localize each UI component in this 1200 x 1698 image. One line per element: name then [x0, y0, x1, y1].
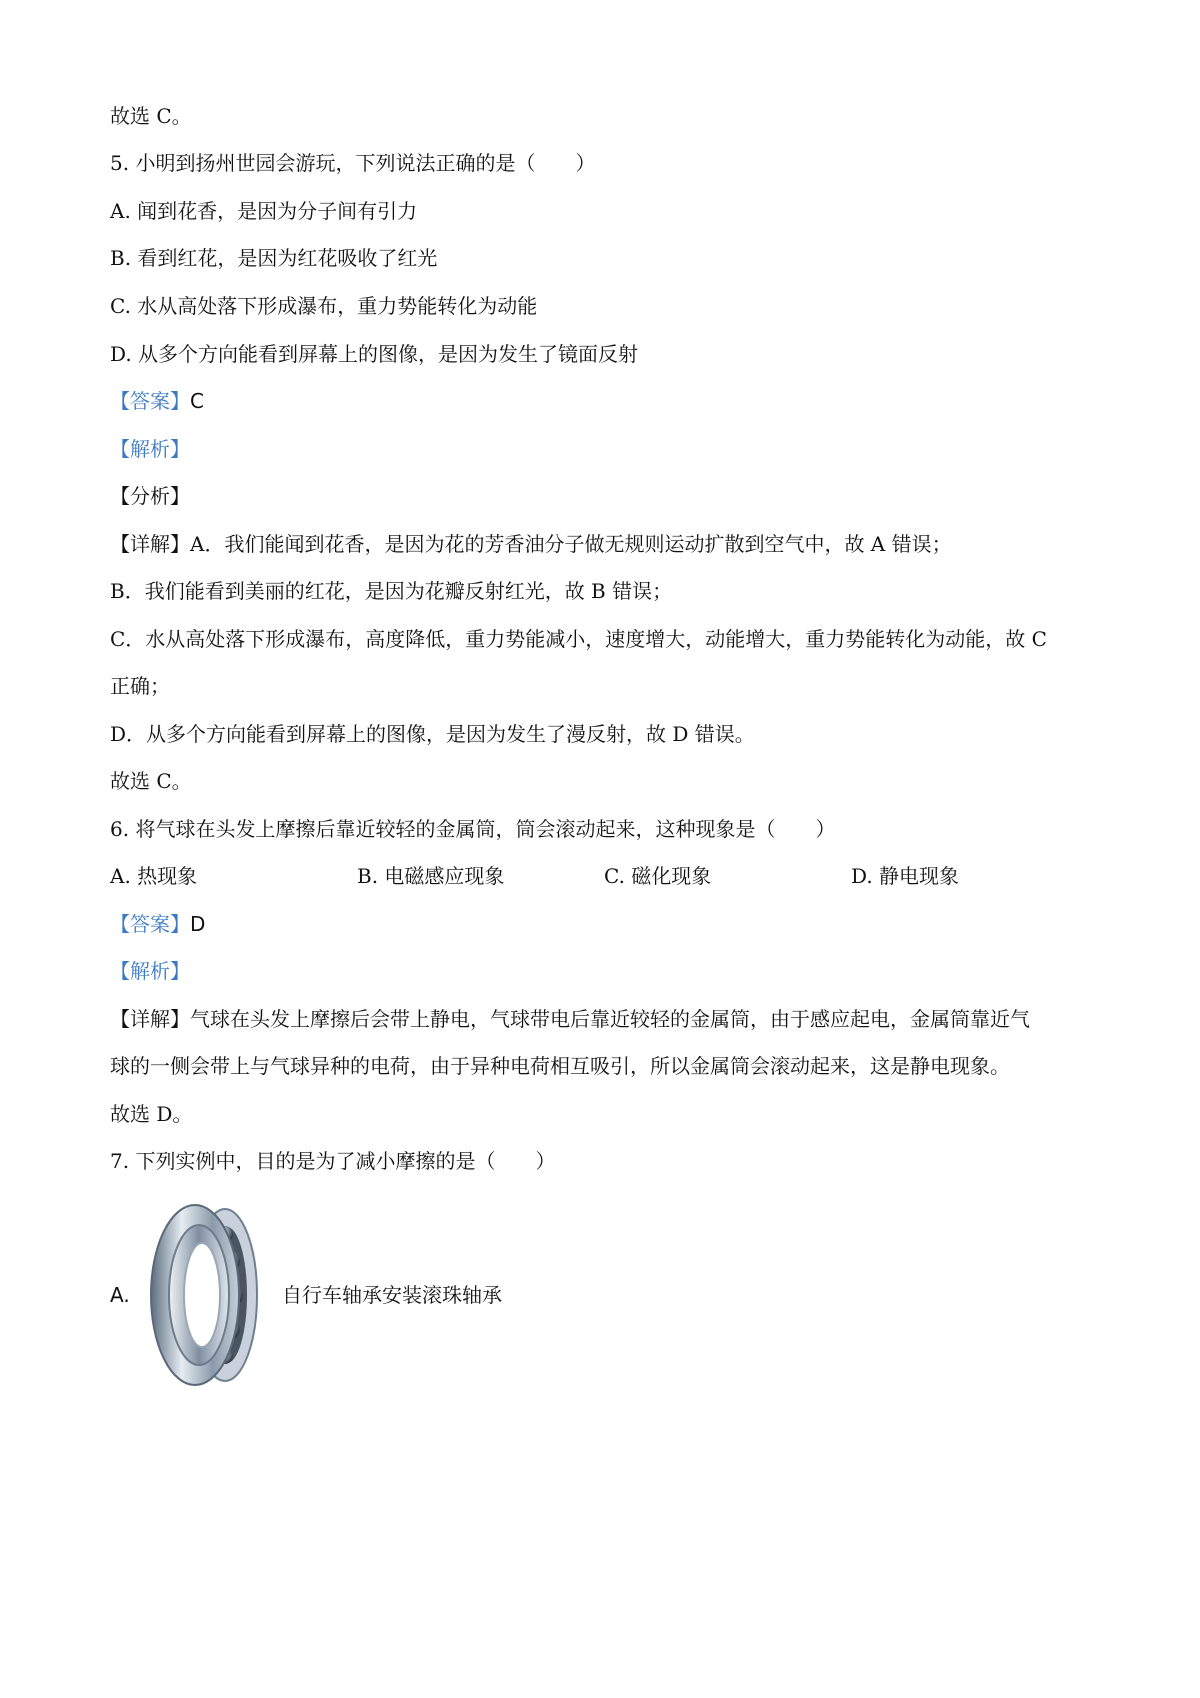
q6-option-b: B. 电磁感应现象 — [357, 864, 505, 888]
q5-detail-3: C．水从高处落下形成瀑布，高度降低，重力势能减小，速度增大，动能增大，重力势能转化为动能，故 C — [110, 627, 1047, 651]
answer-value: C — [190, 389, 204, 413]
q6-answer — [110, 909, 205, 939]
q5-answer — [110, 386, 204, 416]
answer-tag: 【答案】 — [110, 912, 190, 936]
q6-option-a: A. 热现象 — [110, 864, 198, 888]
q7-option-a-text: 自行车轴承安装滚珠轴承 — [282, 1283, 502, 1307]
question-7: 7. 下列实例中，目的是为了减小摩擦的是（ ） — [110, 1149, 556, 1173]
q5-option-b: B. 看到红花，是因为红花吸收了红光 — [110, 246, 438, 270]
q5-detail-5: D．从多个方向能看到屏幕上的图像，是因为发生了漫反射，故 D 错误。 — [110, 722, 755, 746]
question-6: 6. 将气球在头发上摩擦后靠近较轻的金属筒，筒会滚动起来，这种现象是（ ） — [110, 817, 836, 841]
q6-analysis-tag: 【解析】 — [110, 959, 190, 983]
q6-option-d: D. 静电现象 — [851, 864, 960, 888]
answer-tag: 【答案】 — [110, 389, 190, 413]
conclusion-line: 故选 D。 — [110, 1102, 193, 1126]
q5-detail-4: 正确； — [110, 674, 170, 698]
q5-option-a: A. 闻到花香，是因为分子间有引力 — [110, 199, 418, 223]
conclusion-line: 故选 C。 — [110, 769, 192, 793]
q5-detail-1: 【详解】A．我们能闻到花香，是因为花的芳香油分子做无规则运动扩散到空气中，故 A 错误； — [110, 532, 952, 556]
q5-detail-2: B．我们能看到美丽的红花，是因为花瓣反射红光，故 B 错误； — [110, 579, 673, 603]
q5-option-d: D. 从多个方向能看到屏幕上的图像，是因为发生了镜面反射 — [110, 342, 639, 366]
q6-option-c: C. 磁化现象 — [604, 864, 712, 888]
q7-option-a-label: A. — [110, 1283, 130, 1307]
ball-bearing-image — [147, 1201, 262, 1389]
question-5: 5. 小明到扬州世园会游玩，下列说法正确的是（ ） — [110, 151, 596, 175]
q5-analysis-tag: 【解析】 — [110, 437, 190, 461]
conclusion-line: 故选 C。 — [110, 104, 192, 128]
q5-fenxi-tag: 【分析】 — [110, 484, 190, 508]
q5-option-c: C. 水从高处落下形成瀑布，重力势能转化为动能 — [110, 294, 538, 318]
q6-detail-2: 球的一侧会带上与气球异种的电荷，由于异种电荷相互吸引，所以金属筒会滚动起来，这是静电现象。 — [110, 1054, 1010, 1078]
q6-detail-1: 【详解】气球在头发上摩擦后会带上静电，气球带电后靠近较轻的金属筒，由于感应起电，金属筒靠近气 — [110, 1007, 1030, 1031]
ball-bearing-icon — [147, 1201, 262, 1389]
answer-value: D — [190, 912, 206, 936]
